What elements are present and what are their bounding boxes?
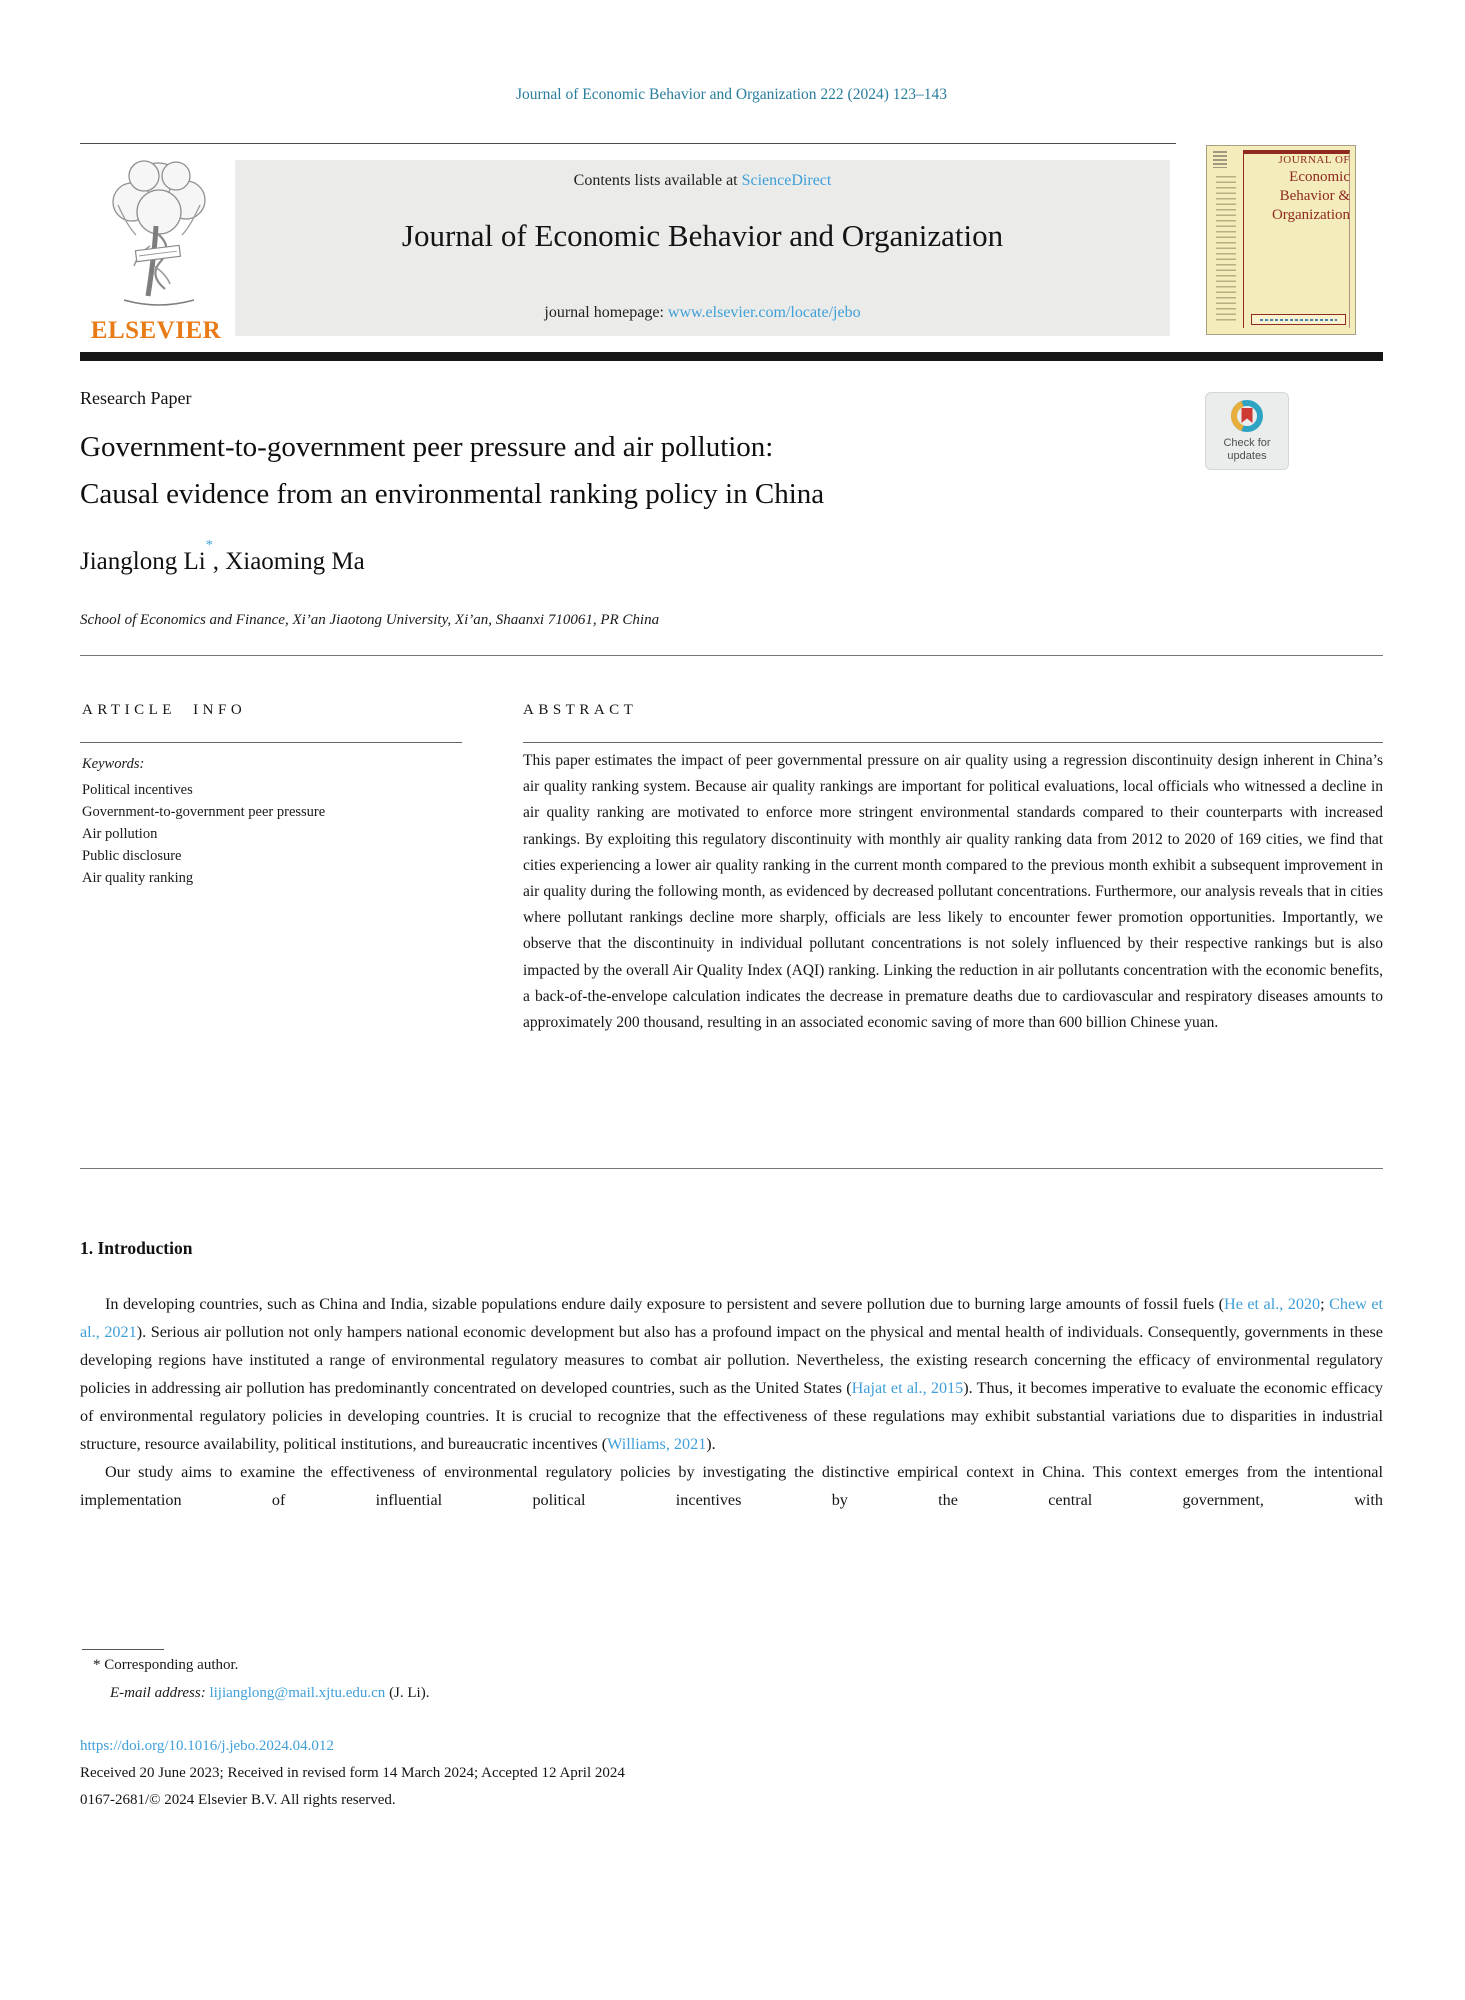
issn-copyright: 0167-2681/© 2024 Elsevier B.V. All rights reserved. bbox=[80, 1792, 396, 1808]
doi-link-line bbox=[80, 1738, 334, 1755]
citation-link[interactable]: Williams, 2021 bbox=[607, 1435, 707, 1453]
author-name-1: Jianglong Li bbox=[80, 548, 206, 575]
email-line bbox=[110, 1685, 429, 1702]
homepage-link[interactable]: www.elsevier.com/locate/jebo bbox=[667, 304, 861, 321]
elsevier-logo-wordmark: ELSEVIER bbox=[90, 317, 222, 344]
cover-title-text bbox=[1250, 154, 1350, 225]
keyword-item: Air quality ranking bbox=[82, 870, 194, 886]
email-link[interactable]: lijianglong@mail.xjtu.edu.cn bbox=[209, 1685, 386, 1701]
article-title-line2: Causal evidence from an environmental ranking policy in China bbox=[80, 478, 825, 510]
keyword-item: Political incentives bbox=[82, 782, 193, 798]
check-for-updates-label: Check for updates bbox=[1223, 437, 1271, 462]
info-block-bottom-rule bbox=[80, 1168, 1383, 1169]
homepage-line bbox=[235, 304, 1170, 322]
keyword-item: Air pollution bbox=[82, 826, 158, 842]
corresponding-author-asterisk[interactable]: * bbox=[205, 537, 213, 553]
abstract-text: This paper estimates the impact of peer governmental pressure on air quality using a regression discontinuity design inherent in China’s air quality ranking system. Because air quality rankings are important for political evaluations, local officials who witnessed a decline in air quality ranking are motivated to enforce more stringent environmental standards compared to their counterparts with increased rankings. By exploiting this regulatory discontinuity with monthly air quality ranking data from 2012 to 2020 of 169 cities, we find that cities experiencing a lower air quality ranking in the current month compared to the previous month exhibit a subsequent improvement in air quality during the following month, as evidenced by decreased pollutant concentrations. Furthermore, our analysis reveals that in cities where pollutant rankings decline more sharply, officials are less likely to encounter fewer promotion opportunities. Importantly, we observe that the discontinuity in individual pollutant concentrations is not solely influenced by their respective rankings but is also impacted by the overall Air Quality Index (AQI) ranking. Linking the reduction in air pollutants concentration with the economic benefits, a back-of-the-envelope calculation indicates the decrease in premature deaths due to cardiovascular and respiratory diseases amounts to approximately 200 thousand, resulting in an associated economic saving of more than 600 billion Chinese yuan. bbox=[523, 752, 1383, 1032]
corresponding-author-note: * Corresponding author. bbox=[93, 1657, 239, 1673]
footnote-rule bbox=[82, 1649, 164, 1650]
cover-url-band bbox=[1251, 314, 1346, 325]
keyword-item: Government-to-government peer pressure bbox=[82, 804, 326, 820]
cover-title-line1: JOURNAL OF bbox=[1278, 154, 1350, 166]
citation-link[interactable]: He et al., 2020 bbox=[1224, 1295, 1321, 1313]
cover-left-text-column bbox=[1216, 176, 1236, 322]
cover-title-line3: Behavior & bbox=[1279, 188, 1350, 204]
author-affiliation: School of Economics and Finance, Xi’an Jiaotong University, Xi’an, Shaanxi 710061, PR China bbox=[80, 612, 660, 628]
received-dates: Received 20 June 2023; Received in revised form 14 March 2024; Accepted 12 April 2024 bbox=[80, 1765, 625, 1781]
info-block-top-rule bbox=[80, 655, 1383, 656]
cover-title-line2: Economic bbox=[1289, 169, 1350, 185]
keywords-list bbox=[82, 779, 325, 889]
author-name-2: , Xiaoming Ma bbox=[212, 548, 365, 575]
sciencedirect-link[interactable]: ScienceDirect bbox=[741, 172, 832, 189]
keyword-item: Public disclosure bbox=[82, 848, 182, 864]
intro-paragraph-1: In developing countries, such as China and India, sizable populations endure daily exposure to persistent and severe pollution due to burning large amounts of fossil fuels (He et al., 2020; Chew et al., 2021). Serious air pollution not only hampers national economic development but also has a profound impact on the physical and mental health of individuals. Consequently, governments in these developing regions have instituted a range of environmental regulatory measures to combat air pollution. Nevertheless, the existing research concerning the efficacy of environmental regulatory policies in addressing air pollution has predominantly concentrated on developed countries, such as the United States (Hajat et al., 2015). Thus, it becomes imperative to evaluate the economic efficacy of environmental regulatory policies in developing countries. It is crucial to recognize that the effectiveness of these regulations may exhibit substantial variations due to disparities in industrial structure, resource availability, political institutions, and bureaucratic incentives (Williams, 2021). bbox=[80, 1295, 1384, 1453]
intro-paragraph-2: Our study aims to examine the effectiveness of environmental regulatory policies by investigating the distinctive empirical context in China. This context emerges from the intentional implementation of influential political incentives by the central government, with bbox=[80, 1463, 1383, 1509]
journal-reference: Journal of Economic Behavior and Organization 222 (2024) 123–143 bbox=[515, 86, 948, 103]
journal-title: Journal of Economic Behavior and Organization bbox=[401, 218, 1004, 253]
cover-title-line4: Organization bbox=[1271, 207, 1350, 223]
article-info-heading: ARTICLE INFO bbox=[82, 702, 247, 718]
abstract-rule bbox=[523, 742, 1383, 743]
doi-link[interactable]: https://doi.org/10.1016/j.jebo.2024.04.012 bbox=[80, 1738, 334, 1754]
cover-publisher-mark-icon bbox=[1213, 151, 1227, 168]
section-divider-bar bbox=[80, 352, 1383, 361]
email-label: E-mail address: bbox=[110, 1685, 206, 1701]
article-title-line1: Government-to-government peer pressure and air pollution: bbox=[80, 431, 774, 463]
article-title bbox=[80, 424, 1200, 518]
author-line bbox=[80, 537, 365, 576]
citation-link[interactable]: Chew et al., 2021 bbox=[80, 1295, 1384, 1341]
homepage-prefix: journal homepage: bbox=[544, 304, 668, 321]
elsevier-tree-logo bbox=[88, 150, 230, 318]
journal-banner bbox=[235, 160, 1170, 336]
contents-line bbox=[235, 172, 1170, 190]
contents-prefix: Contents lists available at bbox=[573, 172, 742, 189]
check-for-updates-badge[interactable] bbox=[1205, 392, 1289, 470]
header-divider bbox=[80, 143, 1176, 144]
crossmark-icon bbox=[1206, 393, 1288, 437]
keywords-label: Keywords: bbox=[82, 756, 145, 772]
citation-link[interactable]: Hajat et al., 2015 bbox=[851, 1379, 964, 1397]
journal-cover-thumbnail bbox=[1206, 145, 1356, 335]
introduction-body bbox=[80, 1290, 1383, 1514]
section-heading-introduction: 1. Introduction bbox=[80, 1238, 193, 1258]
article-info-rule bbox=[80, 742, 462, 743]
abstract-heading: ABSTRACT bbox=[523, 702, 638, 718]
email-suffix: (J. Li). bbox=[385, 1685, 430, 1701]
article-type-label: Research Paper bbox=[80, 388, 192, 408]
